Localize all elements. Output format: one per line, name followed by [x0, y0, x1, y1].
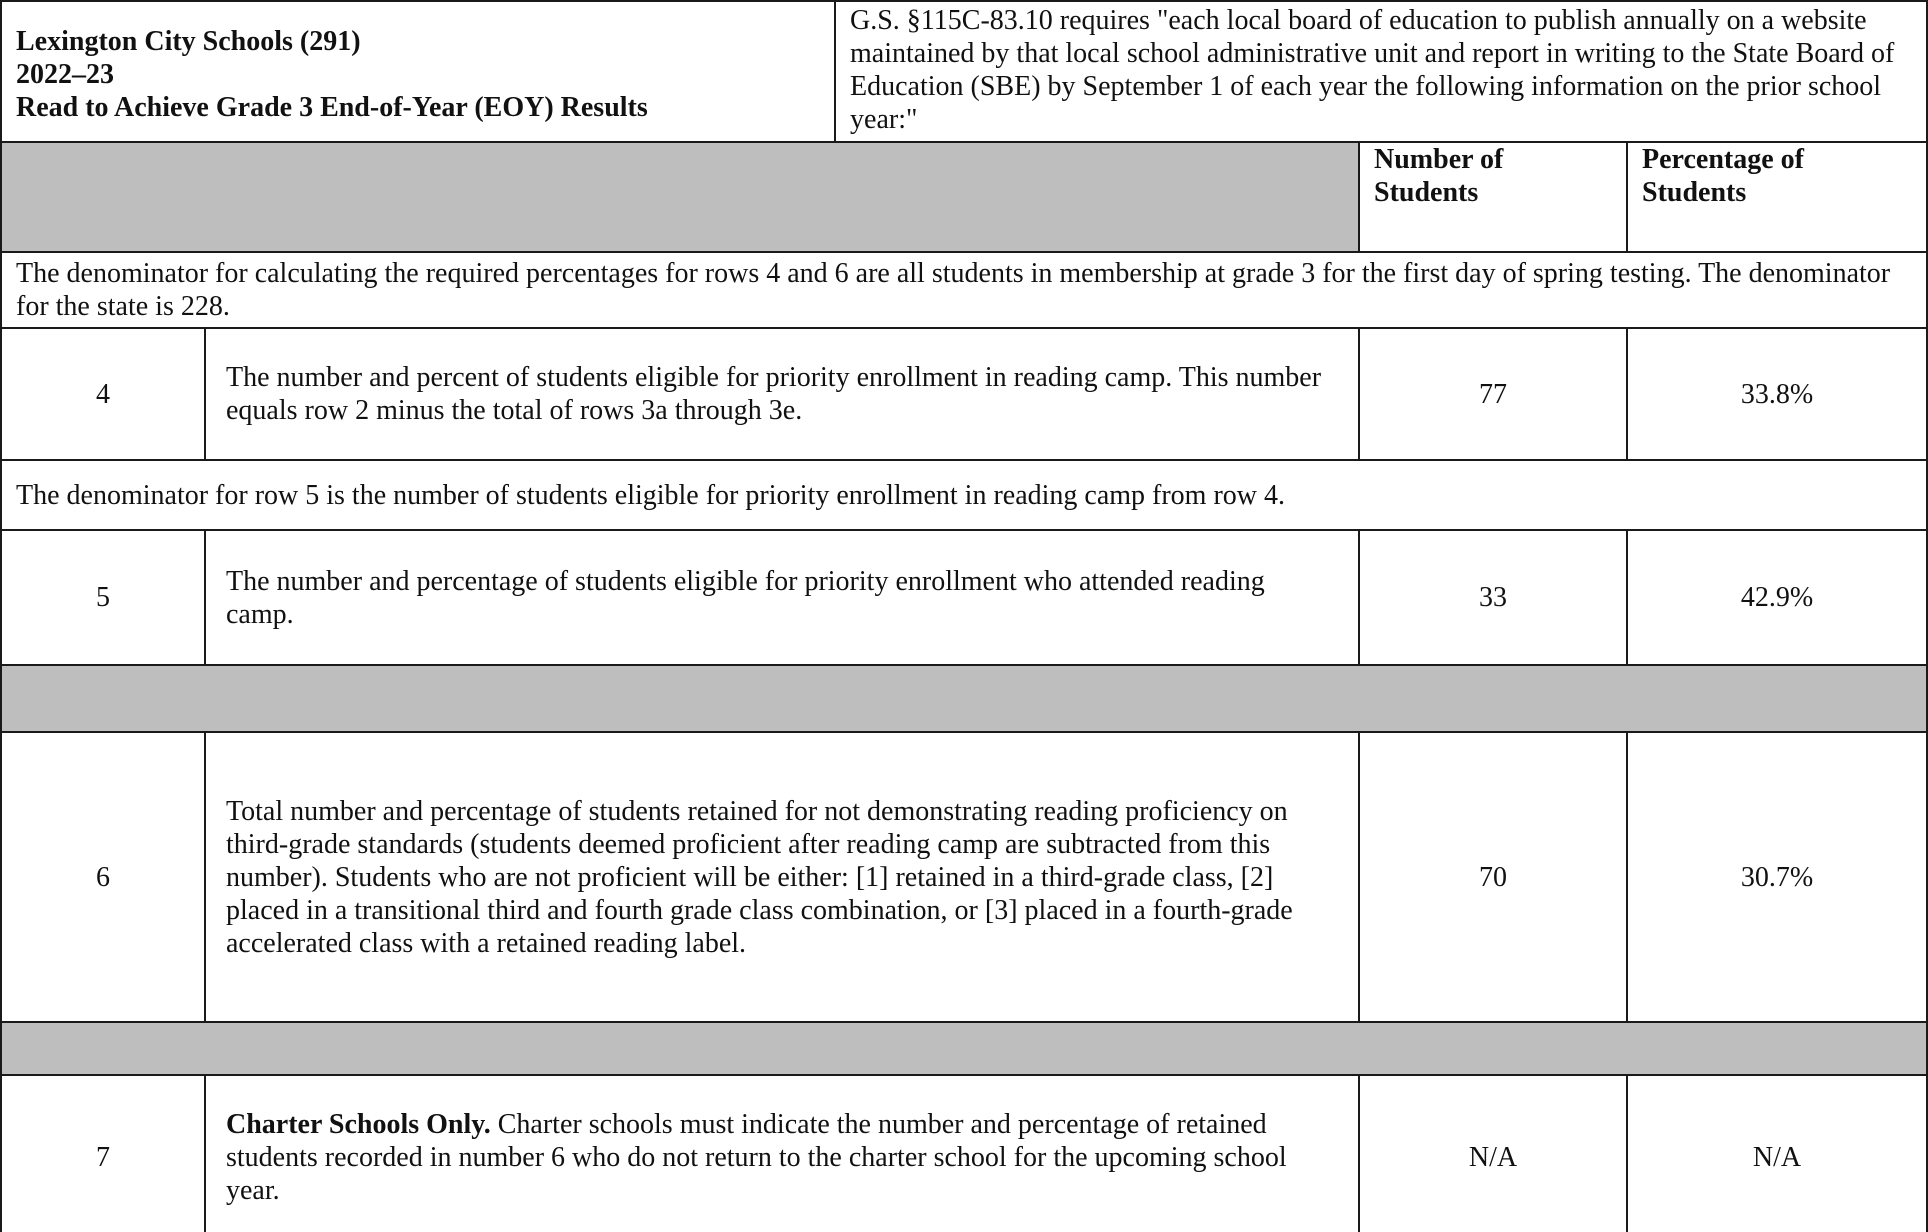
student-percentage: N/A	[1627, 1075, 1927, 1232]
row-description: The number and percentage of students eligible for priority enrollment who attended reading camp.	[205, 530, 1359, 665]
row-description: Total number and percentage of students retained for not demonstrating reading proficiency on third-grade standards (students deemed proficient after reading camp are subtracted from this number). Students who are not proficient will be either: [1] retained in a third-grade class, [2] placed in a transitional third and fourth grade class combination, or [3] placed in a fourth-grade accelerated class with a retained reading label.	[205, 732, 1359, 1022]
table-row	[1, 328, 1927, 460]
charter-schools-only-label: Charter Schools Only.	[226, 1108, 491, 1140]
report-title: Read to Achieve Grade 3 End-of-Year (EOY) Results	[16, 92, 648, 123]
number-of-students-header: Number of Students	[1359, 142, 1627, 252]
column-header-row	[1, 142, 1927, 252]
row-number: 4	[1, 328, 205, 460]
table-row	[1, 530, 1927, 665]
student-percentage: 42.9%	[1627, 530, 1927, 665]
row-description-text: Charter schools must indicate the number and percentage of retained students recorded in number 6 who do not return to the charter school for the upcoming school year.	[226, 1108, 1287, 1206]
note-row-5	[1, 460, 1927, 530]
denominator-note-row-5: The denominator for row 5 is the number of students eligible for priority enrollment in reading camp from row 4.	[1, 460, 1927, 530]
student-count: 77	[1359, 328, 1627, 460]
student-percentage: 30.7%	[1627, 732, 1927, 1022]
district-name: Lexington City Schools (291)	[16, 26, 361, 57]
note-row-4-6	[1, 252, 1927, 328]
denominator-note-rows-4-6: The denominator for calculating the required percentages for rows 4 and 6 are all students in membership at grade 3 for the first day of spring testing. The denominator for the state is 228.	[1, 252, 1927, 328]
table-row	[1, 732, 1927, 1022]
school-year: 2022–23	[16, 59, 114, 90]
gray-spacer-row	[1, 665, 1927, 732]
gray-spacer-band	[1, 665, 1927, 732]
row-number: 6	[1, 732, 205, 1022]
student-count: 70	[1359, 732, 1627, 1022]
row-description: The number and percent of students eligible for priority enrollment in reading camp. This number equals row 2 minus the total of rows 3a through 3e.	[205, 328, 1359, 460]
row-number: 5	[1, 530, 205, 665]
gray-spacer-row	[1, 1022, 1927, 1075]
statute-text: G.S. §115C-83.10 requires "each local board of education to publish annually on a website maintained by that local school administrative unit and report in writing to the State Board of Education (SBE) by September 1 of each year the following information on the prior school year:"	[835, 1, 1927, 142]
gray-header-band	[1, 142, 1359, 252]
row-number: 7	[1, 1075, 205, 1232]
student-percentage: 33.8%	[1627, 328, 1927, 460]
report-header	[1, 1, 835, 142]
row-description	[205, 1075, 1359, 1232]
gray-spacer-band	[1, 1022, 1927, 1075]
student-count: 33	[1359, 530, 1627, 665]
percentage-of-students-header: Percentage of Students	[1627, 142, 1927, 252]
table-row	[1, 1075, 1927, 1232]
student-count: N/A	[1359, 1075, 1627, 1232]
header-row	[1, 1, 1927, 142]
